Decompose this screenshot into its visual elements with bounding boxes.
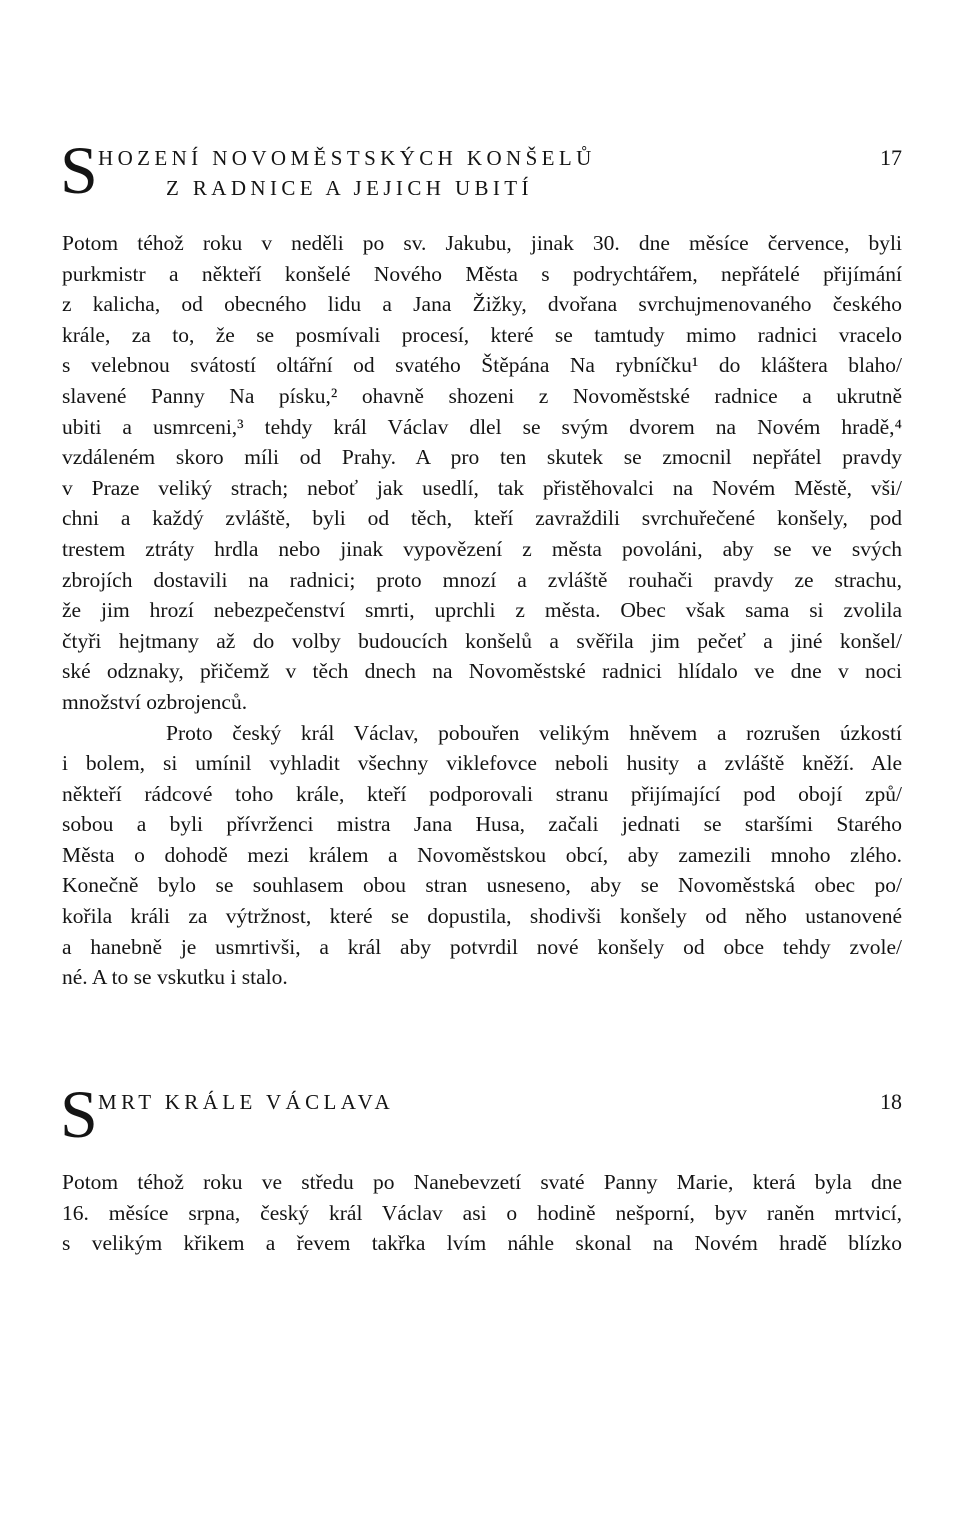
section-heading-18	[60, 1076, 902, 1152]
text-line: zbrojích dostavili na radnici; proto mnozí a zvláště rouhači pravdy ze strachu,	[62, 567, 902, 592]
text-line: trestem ztráty hrdla nebo jinak vypovězení z města povoláni, aby se ve svých	[62, 536, 902, 561]
text-line: z kalicha, od obecného lidu a Jana Žižky, dvořana svrchujmenovaného českého	[62, 292, 902, 317]
text-line: sobou a byli přívrženci mistra Jana Husa, začali jednati se staršími Starého	[62, 812, 902, 837]
heading-line-1: HOZENÍ NOVOMĚSTSKÝCH KONŠELŮ	[98, 146, 596, 170]
text-line: i bolem, si umínil vyhladit všechny viklefovce neboli husity a zvláště kněží. Ale	[62, 751, 902, 776]
text-line: slavené Panny Na písku,² ohavně shozeni z Novoměstské radnice a ukrutně	[62, 383, 902, 408]
section-17-text	[62, 228, 902, 993]
text-line: v Praze veliký strach; neboť jak usedlí, tak přistěhovalci na Novém Městě, vši/	[62, 475, 902, 500]
text-line: Potom téhož roku ve středu po Nanebevzetí svaté Panny Marie, která byla dne	[62, 1170, 902, 1194]
text-line: Proto český král Václav, pobouřen velikým hněvem a rozrušen úzkostí	[166, 720, 902, 745]
text-line: Města o dohodě mezi králem a Novoměstskou obcí, aby zamezili mnoho zlého.	[62, 842, 902, 867]
drop-initial: S	[60, 132, 98, 208]
text-line: Konečně bylo se souhlasem obou stran usneseno, aby se Novoměstská obec po/	[62, 873, 902, 898]
text-line: ubiti a usmrceni,³ tehdy král Václav dlel se svým dvorem na Novém hradě,⁴	[62, 414, 902, 439]
text-line: a hanebně je usmrtivši, a král aby potvrdil nové konšely od obce tehdy zvole/	[62, 934, 902, 959]
section-heading-17	[60, 132, 902, 208]
section-18-text	[62, 1167, 902, 1259]
section-number: 18	[880, 1089, 902, 1114]
heading-line-2: Z RADNICE A JEJICH UBITÍ	[166, 176, 533, 200]
text-line: vzdáleném skoro míli od Prahy. A pro ten skutek se zmocnil nepřátel pravdy	[62, 445, 902, 470]
section-number: 17	[880, 145, 902, 170]
text-line: kořila králi za výtržnost, které se dopustila, shodivši konšely od něho ustanovené	[62, 904, 902, 929]
text-line: ské odznaky, přičemž v těch dnech na Novoměstské radnici hlídalo ve dne v noci	[62, 659, 902, 684]
text-line: purkmistr a někteří konšelé Nového Města s podrychtářem, nepřátelé přijímání	[62, 261, 902, 286]
text-line: krále, za to, že se posmívali procesí, které se tamtudy mimo radnici vracelo	[62, 322, 902, 347]
text-line: né. A to se vskutku i stalo.	[62, 965, 288, 990]
text-line: s velikým křikem a řevem takřka lvím náhle skonal na Novém hradě blízko	[62, 1231, 902, 1256]
text-line: 16. měsíce srpna, český král Václav asi o hodině nešporní, byv raněn mrtvicí,	[62, 1200, 902, 1225]
text-line: že jim hrozí nebezpečenství smrti, uprchli z města. Obec však sama si zvolila	[62, 598, 902, 623]
text-line: množství ozbrojenců.	[62, 689, 248, 714]
text-line: čtyři hejtmany až do volby budoucích konšelů a svěřila jim pečeť a jiné konšel/	[62, 628, 902, 653]
heading-line-1: MRT KRÁLE VÁCLAVA	[98, 1090, 395, 1114]
text-line: s velebnou svátostí oltářní od svatého Štěpána Na rybníčku¹ do kláštera blaho/	[62, 353, 902, 378]
text-line: chni a každý zvláště, byli od těch, kteří zavraždili svrchuřečené konšely, pod	[62, 506, 902, 531]
drop-initial: S	[60, 1076, 98, 1152]
text-line: Potom téhož roku v neděli po sv. Jakubu, jinak 30. dne měsíce července, byli	[62, 231, 902, 255]
text-line: někteří rádcové toho krále, kteří podporovali stranu přijímající pod obojí způ/	[62, 781, 902, 806]
